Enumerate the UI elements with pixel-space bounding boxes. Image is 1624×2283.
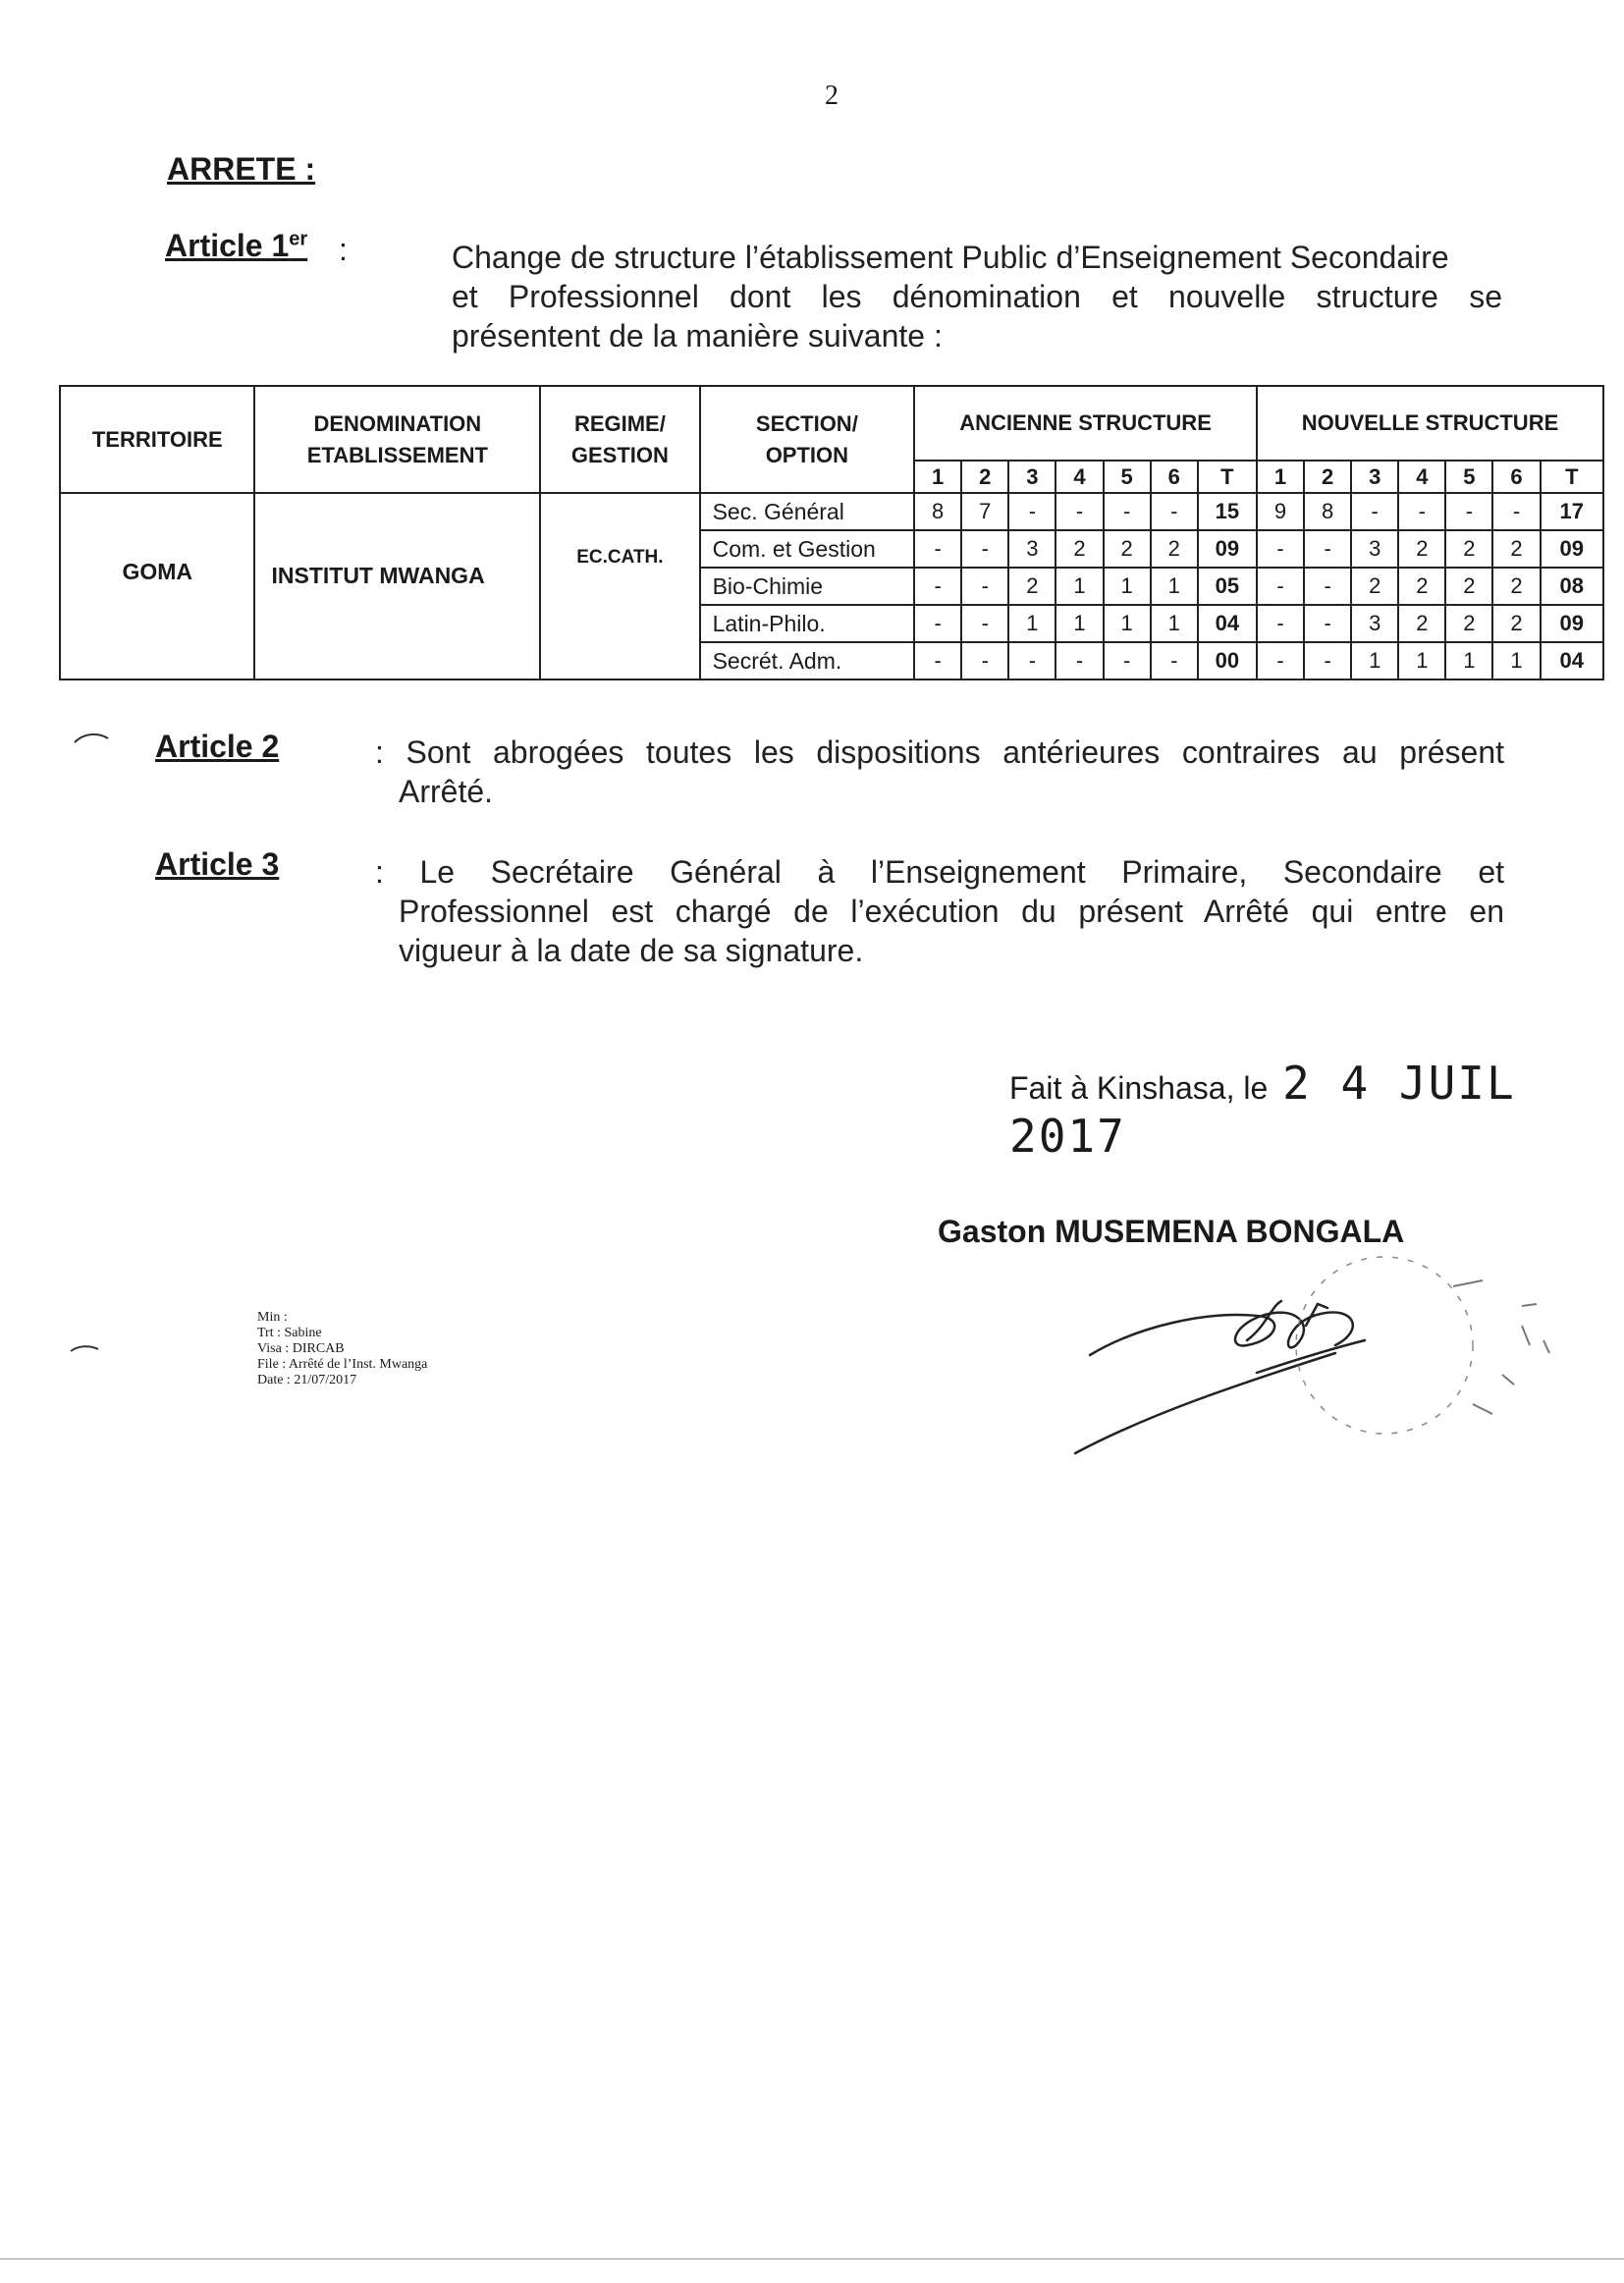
grade-cell: 1	[1351, 642, 1398, 679]
grade-cell: 2	[1398, 530, 1445, 568]
grade-cell: 2	[1056, 530, 1103, 568]
page-number: 2	[825, 81, 839, 111]
grade-cell: 2	[1151, 530, 1198, 568]
grade-cell: 1	[1151, 568, 1198, 605]
header-denomination-line2: ETABLISSEMENT	[306, 442, 488, 467]
header-section	[700, 386, 915, 493]
grade-header-total: T	[1198, 461, 1257, 493]
grade-cell: 1	[1104, 605, 1151, 642]
grade-cell: 2	[1445, 605, 1492, 642]
grade-cell: 1	[1008, 605, 1056, 642]
option-cell: Bio-Chimie	[700, 568, 915, 605]
grade-cell: 3	[1351, 605, 1398, 642]
grade-cell: -	[1257, 642, 1304, 679]
grade-cell: 3	[1351, 530, 1398, 568]
grade-cell: 1	[1492, 642, 1540, 679]
grade-cell: 2	[1398, 605, 1445, 642]
grade-header: 1	[914, 461, 961, 493]
etablissement-cell: INSTITUT MWANGA	[254, 493, 540, 679]
article-1-colon: :	[339, 232, 348, 267]
grade-header: 4	[1398, 461, 1445, 493]
grade-cell: -	[1151, 642, 1198, 679]
article-1-line: Change de structure l’établissement Public d’Enseignement Secondaire	[452, 240, 1449, 275]
article-1-label-sup: er	[289, 228, 308, 250]
grade-cell: -	[1445, 493, 1492, 530]
grade-cell: 2	[1445, 530, 1492, 568]
grade-cell: -	[1398, 493, 1445, 530]
grade-cell: 1	[1104, 568, 1151, 605]
grade-header: 2	[961, 461, 1008, 493]
footer-note: Date : 21/07/2017	[257, 1373, 357, 1387]
grade-cell: -	[1351, 493, 1398, 530]
grade-cell: 2	[1492, 568, 1540, 605]
article-3-text	[375, 852, 1504, 970]
grade-cell: -	[1151, 493, 1198, 530]
grade-cell: -	[1304, 642, 1351, 679]
article-1-line: et Professionnel dont les dénomination et nouvelle structure se	[452, 279, 1502, 314]
total-cell: 04	[1198, 605, 1257, 642]
grade-header: 6	[1492, 461, 1540, 493]
article-3-line: Professionnel est chargé de l’exécution du présent Arrêté qui entre en	[399, 894, 1504, 929]
total-cell: 00	[1198, 642, 1257, 679]
grade-header: 1	[1257, 461, 1304, 493]
bottom-edge	[0, 2258, 1624, 2259]
article-2-line: Arrêté.	[399, 774, 494, 809]
grade-header: 6	[1151, 461, 1198, 493]
grade-header: 5	[1445, 461, 1492, 493]
grade-header: 5	[1104, 461, 1151, 493]
footer-notes	[257, 1310, 427, 1388]
total-cell: 09	[1198, 530, 1257, 568]
option-cell: Latin-Philo.	[700, 605, 915, 642]
article-1-line: présentent de la manière suivante :	[452, 318, 943, 353]
grade-cell: -	[1304, 568, 1351, 605]
grade-cell: -	[1304, 530, 1351, 568]
document-title: ARRETE :	[167, 151, 316, 187]
option-cell: Sec. Général	[700, 493, 915, 530]
footer-note: Min :	[257, 1310, 288, 1325]
article-3-line: vigueur à la date de sa signature.	[399, 933, 864, 968]
footer-note: Visa : DIRCAB	[257, 1341, 345, 1356]
grade-header: 2	[1304, 461, 1351, 493]
grade-cell: -	[914, 530, 961, 568]
header-section-line1: SECTION/	[755, 410, 858, 436]
grade-cell: -	[1492, 493, 1540, 530]
signatory-name: Gaston MUSEMENA BONGALA	[938, 1214, 1405, 1249]
total-cell: 09	[1541, 605, 1603, 642]
grade-cell: -	[914, 605, 961, 642]
total-cell: 15	[1198, 493, 1257, 530]
grade-header: 3	[1351, 461, 1398, 493]
header-regime-line1: REGIME/	[573, 410, 666, 436]
article-3-line: : Le Secrétaire Général à l’Enseignement Primaire, Secondaire et	[375, 854, 1504, 890]
article-2-text	[375, 733, 1504, 811]
header-regime	[540, 386, 699, 493]
option-cell: Com. et Gestion	[700, 530, 915, 568]
grade-cell: 1	[1056, 605, 1103, 642]
margin-mark	[73, 729, 112, 748]
grade-cell: 7	[961, 493, 1008, 530]
option-cell: Secrét. Adm.	[700, 642, 915, 679]
place-date	[1009, 1057, 1624, 1163]
margin-mark	[69, 1341, 102, 1357]
grade-cell: 1	[1445, 642, 1492, 679]
signature-graphic	[1060, 1247, 1571, 1473]
grade-cell: -	[1008, 493, 1056, 530]
grade-cell: 2	[1104, 530, 1151, 568]
header-nouvelle-structure: NOUVELLE STRUCTURE	[1257, 386, 1603, 461]
header-section-line2: OPTION	[765, 442, 849, 467]
article-1-text	[452, 238, 1502, 355]
grade-header: 4	[1056, 461, 1103, 493]
header-ancienne-structure: ANCIENNE STRUCTURE	[914, 386, 1257, 461]
article-3-label: Article 3	[155, 846, 280, 882]
regime-cell: EC.CATH.	[540, 493, 699, 679]
grade-cell: 2	[1398, 568, 1445, 605]
total-cell: 17	[1541, 493, 1603, 530]
article-1-label-main: Article 1	[165, 228, 290, 263]
grade-cell: 3	[1008, 530, 1056, 568]
grade-cell: -	[914, 642, 961, 679]
header-denomination-line1: DENOMINATION	[313, 410, 482, 436]
grade-cell: -	[961, 642, 1008, 679]
total-cell: 08	[1541, 568, 1603, 605]
stamped-date: 2 4 JUIL 2017	[1009, 1057, 1516, 1163]
grade-cell: 8	[1304, 493, 1351, 530]
grade-cell: -	[1056, 642, 1103, 679]
grade-cell: 2	[1492, 530, 1540, 568]
grade-cell: -	[1257, 605, 1304, 642]
grade-header: 3	[1008, 461, 1056, 493]
grade-cell: -	[961, 568, 1008, 605]
total-cell: 05	[1198, 568, 1257, 605]
article-2-label: Article 2	[155, 729, 280, 764]
grade-cell: 2	[1351, 568, 1398, 605]
total-cell: 04	[1541, 642, 1603, 679]
grade-cell: -	[1257, 568, 1304, 605]
grade-cell: 8	[914, 493, 961, 530]
grade-header-total: T	[1541, 461, 1603, 493]
header-territoire: TERRITOIRE	[60, 386, 254, 493]
grade-cell: 2	[1492, 605, 1540, 642]
grade-cell: 1	[1398, 642, 1445, 679]
grade-cell: 2	[1008, 568, 1056, 605]
grade-cell: -	[1008, 642, 1056, 679]
territoire-cell: GOMA	[60, 493, 254, 679]
header-denomination	[254, 386, 540, 493]
article-1-label	[165, 228, 307, 264]
grade-cell: -	[961, 530, 1008, 568]
footer-note: Trt : Sabine	[257, 1326, 322, 1340]
structure-table	[59, 385, 1604, 680]
grade-cell: 9	[1257, 493, 1304, 530]
grade-cell: -	[961, 605, 1008, 642]
total-cell: 09	[1541, 530, 1603, 568]
grade-cell: -	[1104, 642, 1151, 679]
grade-cell: 1	[1056, 568, 1103, 605]
table-row	[60, 493, 1603, 530]
grade-cell: 1	[1151, 605, 1198, 642]
grade-cell: -	[1257, 530, 1304, 568]
grade-cell: -	[914, 568, 961, 605]
grade-cell: 2	[1445, 568, 1492, 605]
grade-cell: -	[1304, 605, 1351, 642]
place-date-prefix: Fait à Kinshasa, le	[1009, 1070, 1269, 1106]
grade-cell: -	[1056, 493, 1103, 530]
footer-note: File : Arrêté de l’Inst. Mwanga	[257, 1357, 428, 1372]
header-regime-line2: GESTION	[570, 442, 669, 467]
article-2-line: : Sont abrogées toutes les dispositions antérieures contraires au présent	[375, 734, 1504, 770]
grade-cell: -	[1104, 493, 1151, 530]
